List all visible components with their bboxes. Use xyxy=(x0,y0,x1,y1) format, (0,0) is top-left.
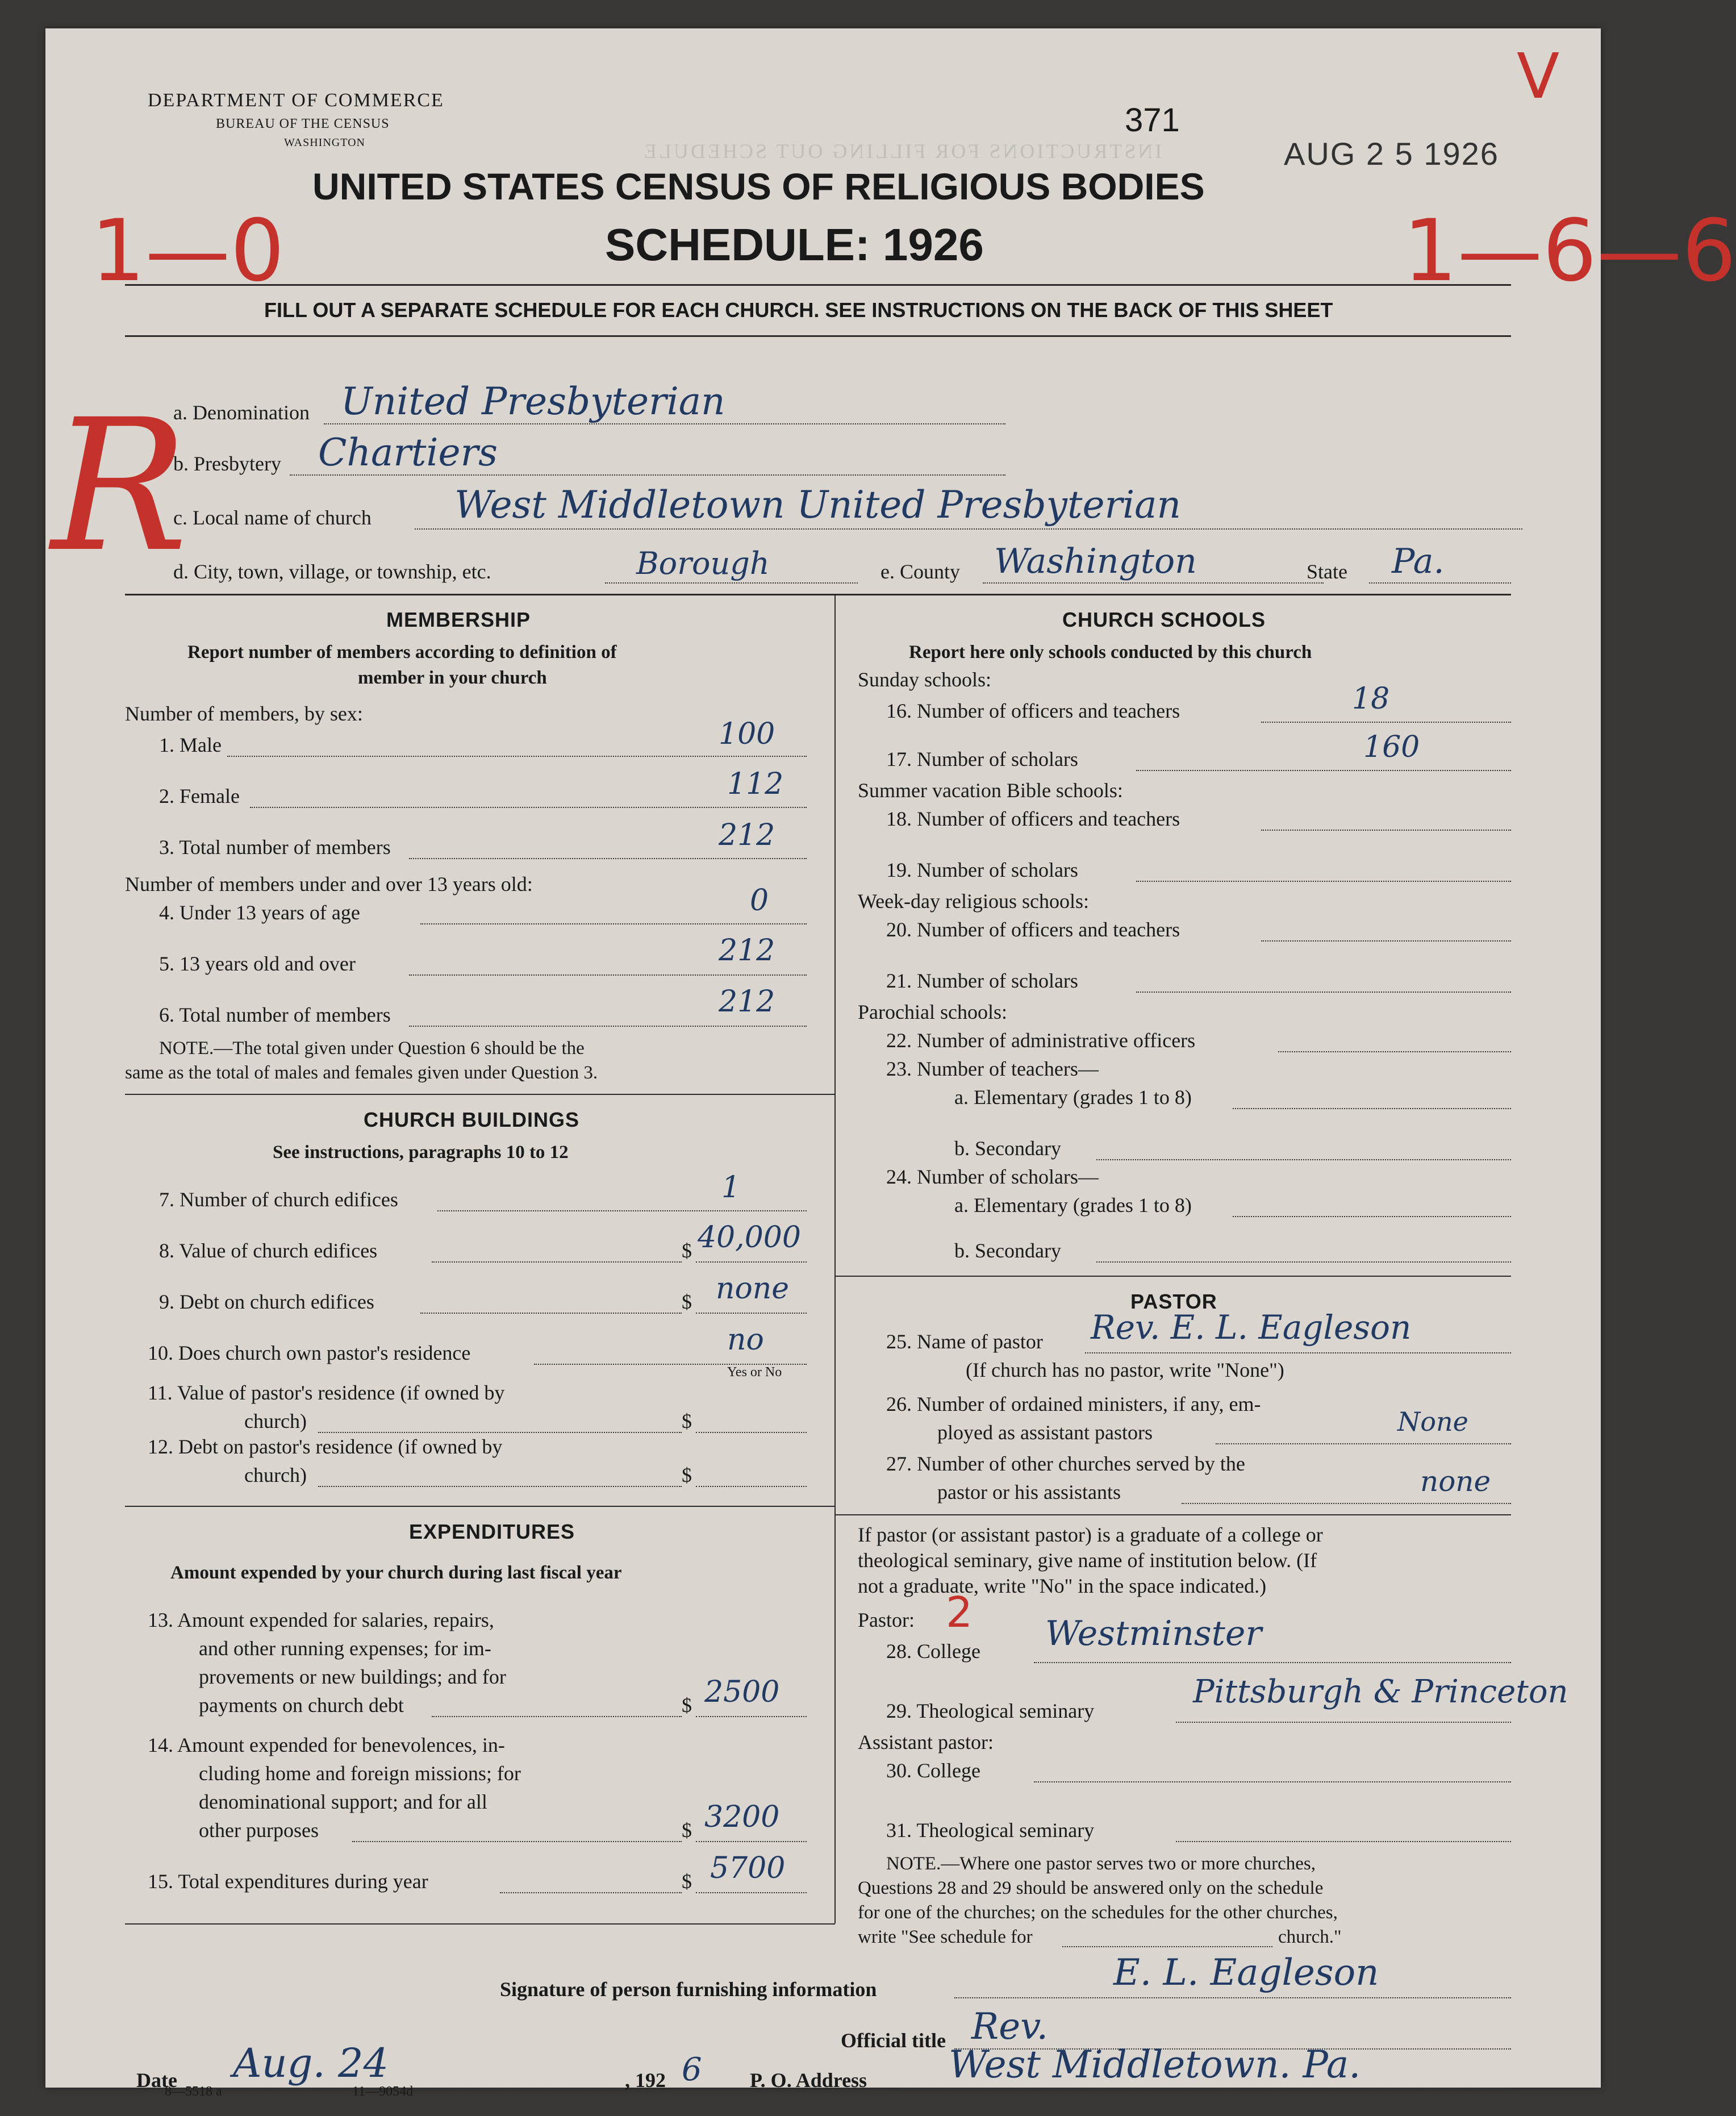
q10-label: 10. Does church own pastor's residence xyxy=(148,1342,471,1364)
q21-line xyxy=(1136,992,1511,993)
signature-label: Signature of person furnishing information xyxy=(500,1978,877,2001)
q31-label: 31. Theological seminary xyxy=(886,1819,1095,1842)
q14-amount-line xyxy=(696,1841,807,1842)
parochial-schools-label: Parochial schools: xyxy=(858,1001,1007,1023)
pastor-note-5: church." xyxy=(1278,1927,1342,1947)
left-code-annotation: 1—0 xyxy=(91,202,285,301)
q27-value: none xyxy=(1420,1465,1491,1498)
q4-label: 4. Under 13 years of age xyxy=(159,901,360,924)
q6-line xyxy=(409,1026,807,1027)
q2-line xyxy=(250,807,807,808)
q13-amount-line xyxy=(696,1716,807,1717)
q6-label: 6. Total number of members xyxy=(159,1003,391,1026)
q19-label: 19. Number of scholars xyxy=(886,859,1078,881)
signature-line xyxy=(954,1997,1511,1998)
census-schedule-page xyxy=(45,28,1736,2099)
q5-value: 212 xyxy=(719,934,775,968)
weekday-schools-label: Week-day religious schools: xyxy=(858,890,1090,913)
print-code: 11—9054d xyxy=(352,2084,414,2099)
q15-line xyxy=(500,1892,682,1893)
q24a-label: a. Elementary (grades 1 to 8) xyxy=(954,1194,1192,1217)
q9-amount-line xyxy=(696,1313,807,1314)
q29-label: 29. Theological seminary xyxy=(886,1700,1095,1722)
q13-label-3: provements or new buildings; and for xyxy=(199,1665,506,1688)
county-value: Washington xyxy=(994,542,1197,581)
q14-label-2: cluding home and foreign missions; for xyxy=(199,1762,521,1785)
q26-label-1: 26. Number of ordained ministers, if any, em- xyxy=(886,1393,1261,1415)
q3-value: 212 xyxy=(719,818,775,852)
sunday-schools-label: Sunday schools: xyxy=(858,668,992,691)
state-label: State xyxy=(1307,560,1347,583)
summer-schools-label: Summer vacation Bible schools: xyxy=(858,779,1123,802)
red-pastor-mark: 2 xyxy=(946,1588,973,1637)
header-rule-top xyxy=(125,284,1511,286)
q9-line xyxy=(420,1313,682,1314)
column-divider xyxy=(834,594,836,1923)
presbytery-label: b. Presbytery xyxy=(173,452,281,475)
signature-value: E. L. Eagleson xyxy=(1113,1952,1379,1994)
membership-note-2: same as the total of males and females given under Question 3. xyxy=(125,1063,598,1083)
pastor-note-1: NOTE.—Where one pastor serves two or more churches, xyxy=(886,1853,1316,1874)
q14-label-4: other purposes xyxy=(199,1819,319,1842)
q1-value: 100 xyxy=(719,717,775,751)
form-title: UNITED STATES CENSUS OF RELIGIOUS BODIES xyxy=(312,165,1205,207)
q4-value: 0 xyxy=(750,884,769,918)
q25-label: 25. Name of pastor xyxy=(886,1330,1043,1353)
right-code-annotation: 1—6—6 xyxy=(1403,202,1736,301)
official-title-value: Rev. xyxy=(971,2006,1048,2048)
q14-line xyxy=(352,1841,682,1842)
q15-value: 5700 xyxy=(710,1851,786,1885)
q2-value: 112 xyxy=(727,767,784,801)
q11-label-2: church) xyxy=(244,1410,307,1432)
q14-label-3: denominational support; and for all xyxy=(199,1790,487,1813)
year-digit: 6 xyxy=(682,2051,702,2088)
graduate-instruction-3: not a graduate, write "No" in the space indicated.) xyxy=(858,1574,1267,1597)
q6-value: 212 xyxy=(719,985,775,1019)
year-prefix: , 192 xyxy=(625,2069,666,2092)
bureau-name: BUREAU OF THE CENSUS xyxy=(216,116,390,131)
q3-line xyxy=(409,858,807,859)
header-rule-bottom xyxy=(125,335,1511,337)
q14-dollar: $ xyxy=(682,1819,692,1842)
q4-line xyxy=(420,923,807,924)
q30-line xyxy=(1034,1781,1511,1782)
q17-value: 160 xyxy=(1363,730,1420,764)
q13-value: 2500 xyxy=(704,1675,780,1709)
q8-amount-line xyxy=(696,1261,807,1263)
bureau-city: WASHINGTON xyxy=(284,136,365,149)
members-by-age-label: Number of members under and over 13 years old: xyxy=(125,873,533,895)
q1-line xyxy=(227,756,807,757)
q20-label: 20. Number of officers and teachers xyxy=(886,918,1180,941)
membership-rule xyxy=(125,1094,835,1095)
q25-value: Rev. E. L. Eagleson xyxy=(1091,1308,1412,1347)
po-address-line xyxy=(898,2088,1511,2089)
q13-line xyxy=(432,1716,682,1717)
presbytery-value: Chartiers xyxy=(318,431,498,474)
q2-label: 2. Female xyxy=(159,785,240,807)
q24b-line xyxy=(1096,1261,1511,1263)
q26-line xyxy=(1216,1443,1511,1444)
q14-label-1: 14. Amount expended for benevolences, in- xyxy=(148,1734,505,1756)
q29-value: Pittsburgh & Princeton xyxy=(1193,1673,1568,1710)
presbytery-line xyxy=(290,474,1005,476)
pastor-note-2: Questions 28 and 29 should be answered only on the schedule xyxy=(858,1878,1324,1898)
department-name: DEPARTMENT OF COMMERCE xyxy=(148,90,444,111)
q24-label: 24. Number of scholars— xyxy=(886,1165,1099,1188)
q21-label: 21. Number of scholars xyxy=(886,969,1078,992)
q11-label-1: 11. Value of pastor's residence (if owned by xyxy=(148,1381,505,1404)
form-number: 371 xyxy=(1125,102,1180,139)
q8-dollar: $ xyxy=(682,1239,692,1262)
q5-line xyxy=(409,974,807,976)
schedule-title: SCHEDULE: 1926 xyxy=(605,219,984,270)
expenditures-rule xyxy=(125,1923,835,1925)
q27-line xyxy=(1182,1503,1511,1504)
membership-intro-2: member in your church xyxy=(358,668,547,688)
q23a-label: a. Elementary (grades 1 to 8) xyxy=(954,1086,1192,1109)
q14-value: 3200 xyxy=(704,1800,780,1834)
bleed-through-text: INSTRUCTIONS FOR FILLING OUT SCHEDULE xyxy=(642,140,1162,163)
membership-heading: MEMBERSHIP xyxy=(386,608,531,631)
q13-label-4: payments on church debt xyxy=(199,1694,404,1717)
q28-line xyxy=(1034,1662,1511,1663)
denomination-label: a. Denomination xyxy=(173,401,310,424)
q11-amount-line xyxy=(696,1432,807,1433)
q23a-line xyxy=(1233,1108,1511,1109)
q7-line xyxy=(437,1210,807,1211)
q29-line xyxy=(1176,1722,1511,1723)
q24b-label: b. Secondary xyxy=(954,1239,1061,1262)
q9-value: none xyxy=(716,1272,790,1306)
expenditures-subheading: Amount expended by your church during last fiscal year xyxy=(170,1563,622,1583)
q15-amount-line xyxy=(696,1892,807,1893)
red-r-annotation: R xyxy=(51,381,188,592)
q17-line xyxy=(1136,770,1511,771)
q18-line xyxy=(1261,830,1511,831)
q19-line xyxy=(1136,881,1511,882)
members-by-sex-label: Number of members, by sex: xyxy=(125,702,363,725)
membership-note-1: NOTE.—The total given under Question 6 should be the xyxy=(159,1038,585,1059)
q8-value: 40,000 xyxy=(698,1221,801,1255)
q8-line xyxy=(432,1261,682,1263)
q11-dollar: $ xyxy=(682,1410,692,1432)
city-label: d. City, town, village, or township, etc. xyxy=(173,560,491,583)
q15-label: 15. Total expenditures during year xyxy=(148,1870,428,1893)
schools-rule xyxy=(835,1276,1511,1277)
county-line xyxy=(983,582,1324,584)
local-name-value: West Middletown United Presbyterian xyxy=(454,483,1182,527)
local-name-line xyxy=(415,528,1522,530)
q18-label: 18. Number of officers and teachers xyxy=(886,807,1180,830)
q10-value: no xyxy=(727,1323,764,1357)
yes-or-no-hint: Yes or No xyxy=(727,1365,782,1380)
q3-label: 3. Total number of members xyxy=(159,836,391,859)
denomination-value: United Presbyterian xyxy=(341,380,725,423)
membership-intro-1: Report number of members according to definition of xyxy=(187,642,617,663)
date-label: Date xyxy=(136,2069,177,2092)
q23b-line xyxy=(1096,1159,1511,1160)
q26-label-2: ployed as assistant pastors xyxy=(937,1421,1153,1444)
q12-label-2: church) xyxy=(244,1464,307,1486)
q25-line xyxy=(1085,1352,1511,1353)
q20-line xyxy=(1261,940,1511,942)
date-value: Aug. 24 xyxy=(233,2040,389,2086)
q13-label-2: and other running expenses; for im- xyxy=(199,1637,491,1660)
q17-label: 17. Number of scholars xyxy=(886,748,1078,770)
q28-value: Westminster xyxy=(1045,1614,1262,1653)
q7-label: 7. Number of church edifices xyxy=(159,1188,398,1211)
q16-line xyxy=(1261,722,1511,723)
official-title-label: Official title xyxy=(841,2029,946,2052)
q31-line xyxy=(1176,1841,1511,1842)
q8-label: 8. Value of church edifices xyxy=(159,1239,378,1262)
assistant-subheading: Assistant pastor: xyxy=(858,1731,994,1753)
q13-label-1: 13. Amount expended for salaries, repairs, xyxy=(148,1609,494,1631)
graduate-instruction-2: theological seminary, give name of institution below. (If xyxy=(858,1549,1317,1572)
q26-value: None xyxy=(1397,1406,1468,1437)
buildings-heading: CHURCH BUILDINGS xyxy=(364,1108,579,1131)
denomination-line xyxy=(324,423,1005,424)
q24a-line xyxy=(1233,1216,1511,1217)
buildings-rule xyxy=(125,1506,835,1507)
received-date-stamp: AUG 2 5 1926 xyxy=(1284,136,1499,172)
q22-line xyxy=(1278,1051,1511,1052)
q11-line xyxy=(318,1432,682,1433)
pastor-rule xyxy=(835,1514,1511,1515)
q13-dollar: $ xyxy=(682,1694,692,1717)
q15-dollar: $ xyxy=(682,1870,692,1893)
schools-heading: CHURCH SCHOOLS xyxy=(1062,608,1266,631)
q16-value: 18 xyxy=(1352,682,1390,716)
q9-dollar: $ xyxy=(682,1290,692,1313)
pastor-note-3: for one of the churches; on the schedules for the other churches, xyxy=(858,1902,1338,1923)
state-line xyxy=(1369,582,1511,584)
pastor-heading: PASTOR xyxy=(1130,1290,1217,1313)
q22-label: 22. Number of administrative officers xyxy=(886,1029,1196,1052)
q7-value: 1 xyxy=(721,1171,741,1205)
pastor-subheading: Pastor: xyxy=(858,1609,915,1631)
local-name-label: c. Local name of church xyxy=(173,506,372,529)
q27-label-2: pastor or his assistants xyxy=(937,1481,1121,1503)
q16-label: 16. Number of officers and teachers xyxy=(886,699,1180,722)
q25-note: (If church has no pastor, write "None") xyxy=(966,1359,1284,1381)
form-code: 8—5518 a xyxy=(165,2084,222,2099)
q12-label-1: 12. Debt on pastor's residence (if owned by xyxy=(148,1435,503,1458)
red-check-mark: V xyxy=(1517,40,1560,113)
pastor-note-blank xyxy=(1062,1946,1272,1947)
po-address-value: West Middletown. Pa. xyxy=(949,2043,1361,2086)
q12-dollar: $ xyxy=(682,1464,692,1486)
buildings-subheading: See instructions, paragraphs 10 to 12 xyxy=(273,1142,569,1163)
q27-label-1: 27. Number of other churches served by the xyxy=(886,1452,1245,1475)
graduate-instruction-1: If pastor (or assistant pastor) is a graduate of a college or xyxy=(858,1523,1323,1546)
q30-label: 30. College xyxy=(886,1759,980,1782)
q12-line xyxy=(318,1486,682,1487)
q28-label: 28. College xyxy=(886,1640,980,1663)
q5-label: 5. 13 years old and over xyxy=(159,952,356,975)
state-value: Pa. xyxy=(1392,542,1445,581)
instruction-line: FILL OUT A SEPARATE SCHEDULE FOR EACH CHURCH. SEE INSTRUCTIONS ON THE BACK OF THIS SHEET xyxy=(264,298,1333,322)
q9-label: 9. Debt on church edifices xyxy=(159,1290,374,1313)
q23b-label: b. Secondary xyxy=(954,1137,1061,1160)
section-rule xyxy=(125,594,1511,595)
city-line xyxy=(605,582,858,584)
pastor-note-4: write "See schedule for xyxy=(858,1927,1033,1947)
schools-subheading: Report here only schools conducted by this church xyxy=(909,642,1312,663)
q23-label: 23. Number of teachers— xyxy=(886,1057,1099,1080)
q1-label: 1. Male xyxy=(159,734,222,756)
q12-amount-line xyxy=(696,1486,807,1487)
expenditures-heading: EXPENDITURES xyxy=(409,1520,575,1543)
city-value: Borough xyxy=(636,545,770,581)
county-label: e. County xyxy=(880,560,960,583)
po-address-label: P. O. Address xyxy=(750,2069,867,2092)
